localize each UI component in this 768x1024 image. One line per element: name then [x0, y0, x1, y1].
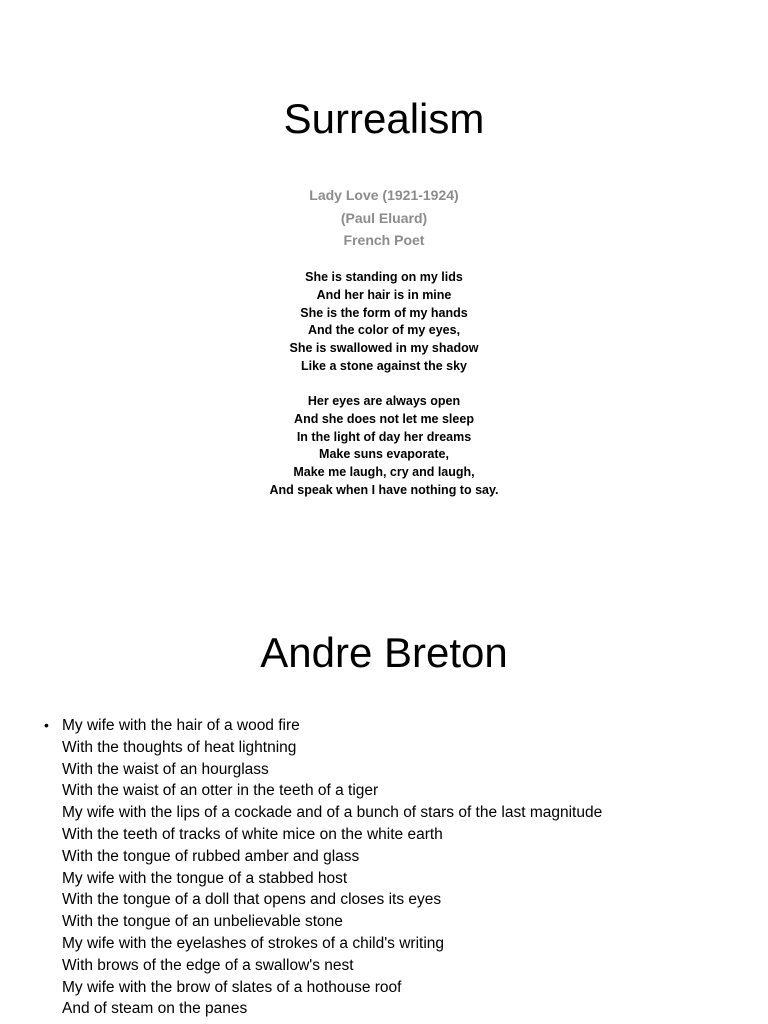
poem-line: She is swallowed in my shadow [289, 341, 479, 356]
poem-line: My wife with the tongue of a stabbed host [62, 869, 348, 887]
poem-line: Her eyes are always open [307, 394, 461, 408]
poem-line: And speak when I have nothing to say. [269, 482, 499, 497]
poem-line: And she does not let me sleep [294, 411, 474, 426]
poem-line: And of steam on the panes [62, 1000, 248, 1018]
poem-stanza-1 [0, 269, 768, 376]
poem-line: With the tongue of an unbelievable stone [62, 913, 343, 931]
poem-meta [0, 184, 768, 252]
poem-line: She is standing on my lids [305, 270, 463, 284]
poem-line: My wife with the lips of a cockade and of a bunch of stars of the last magnitude [62, 804, 603, 822]
poem-line: My wife with the brow of slates of a hothouse roof [62, 978, 402, 996]
poem-line: With the teeth of tracks of white mice on the white earth [62, 825, 443, 843]
poem-author-description: French Poet [343, 232, 425, 248]
poem-line: Make me laugh, cry and laugh, [293, 465, 475, 480]
poem-line: Like a stone against the sky [300, 358, 468, 373]
poem-bullet-list [40, 715, 740, 1020]
slide-title: Andre Breton [260, 629, 508, 676]
poem-line: With brows of the edge of a swallow's nest [62, 956, 354, 974]
poem-line: With the thoughts of heat lightning [62, 738, 297, 756]
poem-lines [62, 715, 740, 1020]
bullet-icon: • [44, 717, 49, 733]
poem-line: With the tongue of a doll that opens and closes its eyes [62, 891, 442, 909]
poem-line: In the light of day her dreams [296, 429, 472, 444]
poem-line: And the color of my eyes, [307, 323, 461, 338]
slide-andre-breton [0, 576, 768, 1024]
poem-title: Lady Love (1921-1924) [309, 187, 459, 203]
poem-line: My wife with the hair of a wood fire [62, 717, 300, 734]
poem-line: With the waist of an otter in the teeth of a tiger [62, 782, 379, 800]
poem-line: With the tongue of rubbed amber and glass [62, 847, 360, 865]
poem-stanza-2 [0, 393, 768, 500]
poem-line: My wife with the eyelashes of strokes of a child's writing [62, 934, 445, 952]
poem-line: She is the form of my hands [300, 305, 468, 320]
poem-author: (Paul Eluard) [340, 209, 428, 226]
slide-title: Surrealism [283, 95, 485, 142]
poem-line: With the waist of an hourglass [62, 760, 269, 778]
poem-line: And her hair is in mine [316, 287, 452, 302]
poem-line: Make suns evaporate, [319, 447, 449, 462]
